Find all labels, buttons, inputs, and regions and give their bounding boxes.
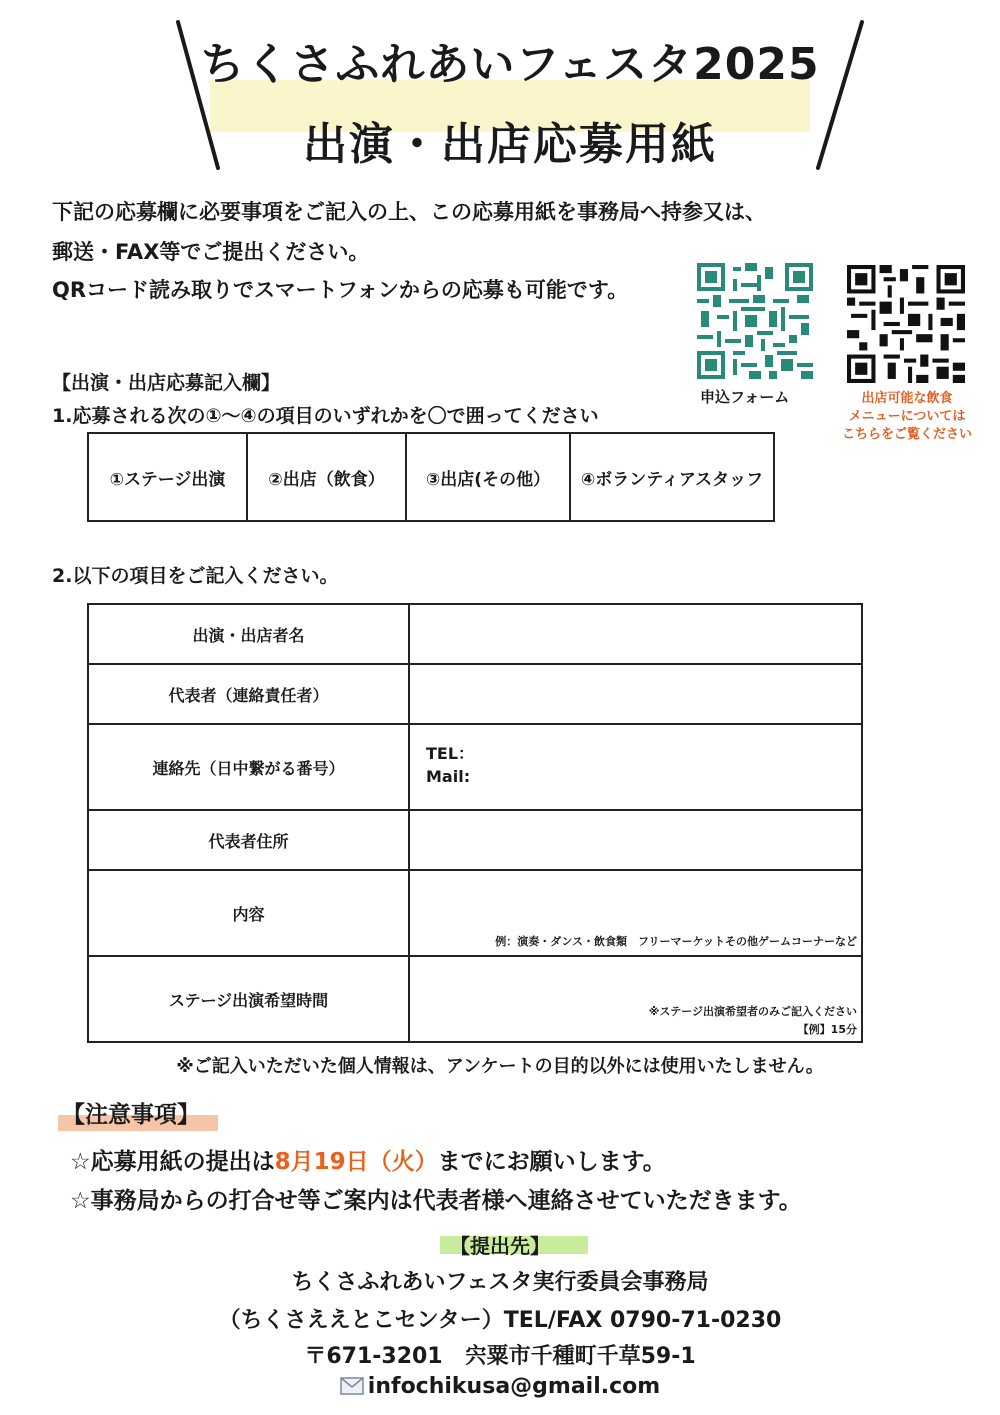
choice-food-stall[interactable]: ②出店（飲食）	[248, 434, 407, 520]
label-content: 内容	[89, 871, 410, 955]
submission-org: ちくさふれあいフェスタ実行委員会事務局	[291, 1270, 709, 1295]
choice-volunteer[interactable]: ④ボランティアスタッフ	[580, 469, 764, 490]
submission-tel: （ちくさええとこセンター）TEL/FAX 0790-71-0230	[218, 1308, 782, 1333]
field-content[interactable]	[410, 871, 861, 955]
intro-line3: QRコード読み取りでスマートフォンからの応募も可能です。	[52, 278, 629, 302]
submission-heading: 【提出先】	[450, 1234, 550, 1258]
form-row-content	[89, 871, 861, 957]
tel-label: TEL：	[426, 744, 475, 763]
menu-note-line1: 出店可能な飲食	[861, 391, 953, 406]
privacy-note: ※ご記入いただいた個人情報は、アンケートの目的以外には使用いたしません。	[176, 1056, 824, 1077]
choice-other-stall[interactable]: ③出店(その他）	[407, 434, 571, 520]
caution-item2: ☆事務局からの打合せ等ご案内は代表者様へ連絡させていただきます。	[70, 1188, 802, 1214]
label-representative: 代表者（連絡責任者）	[89, 665, 410, 723]
form-row-stage-time	[89, 957, 861, 1041]
choice-table	[87, 432, 775, 522]
field-contact[interactable]	[410, 725, 861, 809]
mail-label: Mail:	[426, 767, 471, 786]
label-performer-name: 出演・出店者名	[89, 605, 410, 663]
mail-icon	[340, 1377, 364, 1395]
field-performer-name[interactable]	[410, 605, 861, 663]
menu-note-line3: こちらをご覧ください	[841, 427, 972, 442]
caution-item1-pre: ☆応募用紙の提出は	[70, 1149, 275, 1175]
section2-instruction: 2.以下の項目をご記入ください。	[52, 565, 339, 587]
submission-email[interactable]: infochikusa@gmail.com	[367, 1374, 661, 1399]
section1-instruction: 1.応募される次の①～④の項目のいずれかを〇で囲ってください	[52, 405, 599, 427]
caution-heading: 【注意事項】	[62, 1102, 200, 1128]
caution-item1-post: までにお願いします。	[437, 1149, 666, 1175]
menu-note-line2: メニューについては	[848, 409, 966, 424]
form-row-representative	[89, 665, 861, 725]
form-row-contact	[89, 725, 861, 811]
application-form-label: 申込フォーム	[700, 388, 790, 406]
form-row-address	[89, 811, 861, 871]
entry-form-table	[87, 603, 863, 1043]
stage-time-note: ※ステージ出演希望者のみご記入ください	[648, 1005, 857, 1018]
field-representative[interactable]	[410, 665, 861, 723]
label-address: 代表者住所	[89, 811, 410, 869]
stage-time-example: 【例】15分	[797, 1023, 857, 1036]
deadline-date: 8月19日（火）	[274, 1149, 438, 1175]
menu-info-qr-code[interactable]	[847, 265, 965, 383]
application-form-qr-code[interactable]	[697, 263, 813, 379]
form-row-name	[89, 605, 861, 665]
title-line1: ちくさふれあいフェスタ2025	[200, 39, 820, 90]
choice-stage[interactable]: ①ステージ出演	[89, 434, 248, 520]
submission-email-line	[0, 1374, 1000, 1399]
menu-note	[832, 390, 982, 444]
submission-address: 〒671-3201 宍粟市千種町千草59-1	[304, 1344, 696, 1369]
label-contact: 連絡先（日中繋がる番号）	[89, 725, 410, 809]
title-line2: 出演・出店応募用紙	[303, 119, 717, 170]
intro-line1: 下記の応募欄に必要事項をご記入の上、この応募用紙を事務局へ持参又は、	[52, 200, 766, 224]
intro-line2: 郵送・FAX等でご提出ください。	[52, 240, 370, 264]
field-address[interactable]	[410, 811, 861, 869]
caution-item1	[70, 1143, 666, 1176]
content-example-note: 例：演奏・ダンス・飲食類 フリーマーケットその他ゲームコーナーなど	[495, 935, 857, 948]
label-stage-time: ステージ出演希望時間	[89, 957, 410, 1041]
field-stage-time[interactable]	[410, 957, 861, 1041]
section1-heading: 【出演・出店応募記入欄】	[52, 372, 281, 394]
